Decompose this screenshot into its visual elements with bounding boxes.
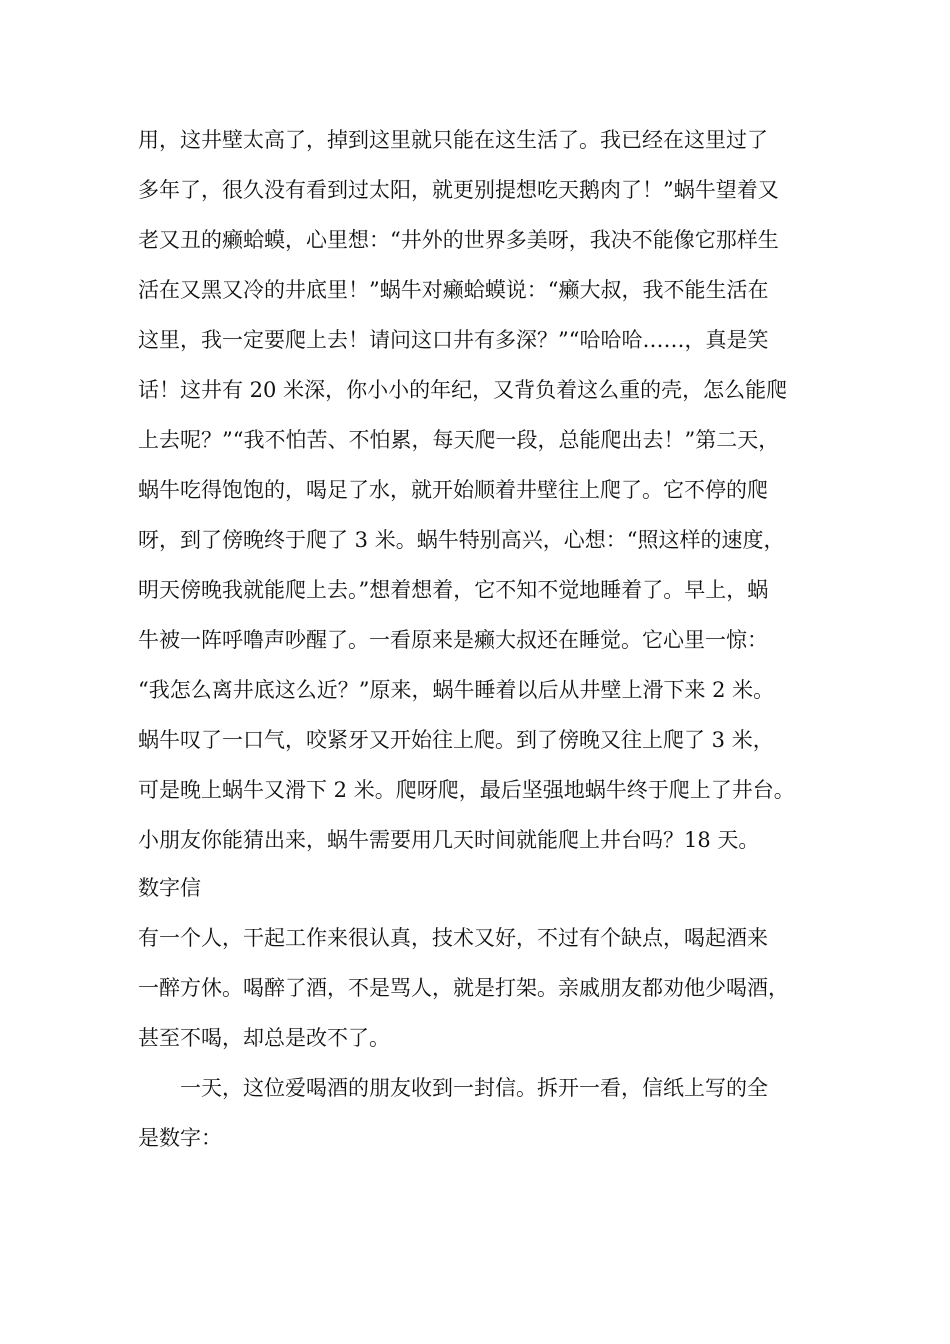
text-line: 明天傍晚我就能爬上去。”想着想着，它不知不觉地睡着了。早上，蜗	[138, 578, 769, 602]
text-line: 可是晚上蜗牛又滑下 2 米。爬呀爬，最后坚强地蜗牛终于爬上了井台。	[138, 778, 795, 802]
text-line: 话！这井有 20 米深，你小小的年纪，又背负着这么重的壳，怎么能爬	[138, 378, 788, 402]
text-line: 活在又黑又冷的井底里！”蜗牛对癞蛤蟆说：“癞大叔，我不能生活在	[138, 278, 769, 302]
text-line: 蜗牛叹了一口气，咬紧牙又开始往上爬。到了傍晚又往上爬了 3 米，	[138, 728, 774, 752]
text-line: 一醉方休。喝醉了酒，不是骂人，就是打架。亲戚朋友都劝他少喝酒，	[138, 976, 789, 1000]
text-line: 用，这井壁太高了，掉到这里就只能在这生活了。我已经在这里过了	[138, 128, 768, 152]
text-line: 是数字：	[138, 1126, 222, 1150]
text-line: 老又丑的癞蛤蟆，心里想：“井外的世界多美呀，我决不能像它那样生	[138, 228, 779, 252]
text-line: 上去呢？”“我不怕苦、不怕累，每天爬一段，总能爬出去！”第二天，	[138, 428, 780, 452]
text-line: 一天，这位爱喝酒的朋友收到一封信。拆开一看，信纸上写的全	[138, 1076, 768, 1100]
text-line: 这里，我一定要爬上去！请问这口井有多深？”“哈哈哈……，真是笑	[138, 328, 769, 352]
text-line: “我怎么离井底这么近？”原来，蜗牛睡着以后从井壁上滑下来 2 米。	[138, 678, 775, 702]
section-heading: 数字信	[138, 876, 201, 900]
text-line: 蜗牛吃得饱饱的，喝足了水，就开始顺着井壁往上爬了。它不停的爬	[138, 478, 768, 502]
text-line: 多年了，很久没有看到过太阳，就更别提想吃天鹅肉了！”蜗牛望着又	[138, 178, 779, 202]
text-line: 呀，到了傍晚终于爬了 3 米。蜗牛特别高兴，心想：“照这样的速度，	[138, 528, 785, 552]
text-line: 有一个人，干起工作来很认真，技术又好，不过有个缺点，喝起酒来	[138, 926, 768, 950]
text-line: 甚至不喝，却总是改不了。	[138, 1026, 390, 1050]
text-line: 小朋友你能猜出来，蜗牛需要用几天时间就能爬上井台吗？18 天。	[138, 828, 760, 852]
text-line: 牛被一阵呼噜声吵醒了。一看原来是癞大叔还在睡觉。它心里一惊：	[138, 628, 768, 652]
